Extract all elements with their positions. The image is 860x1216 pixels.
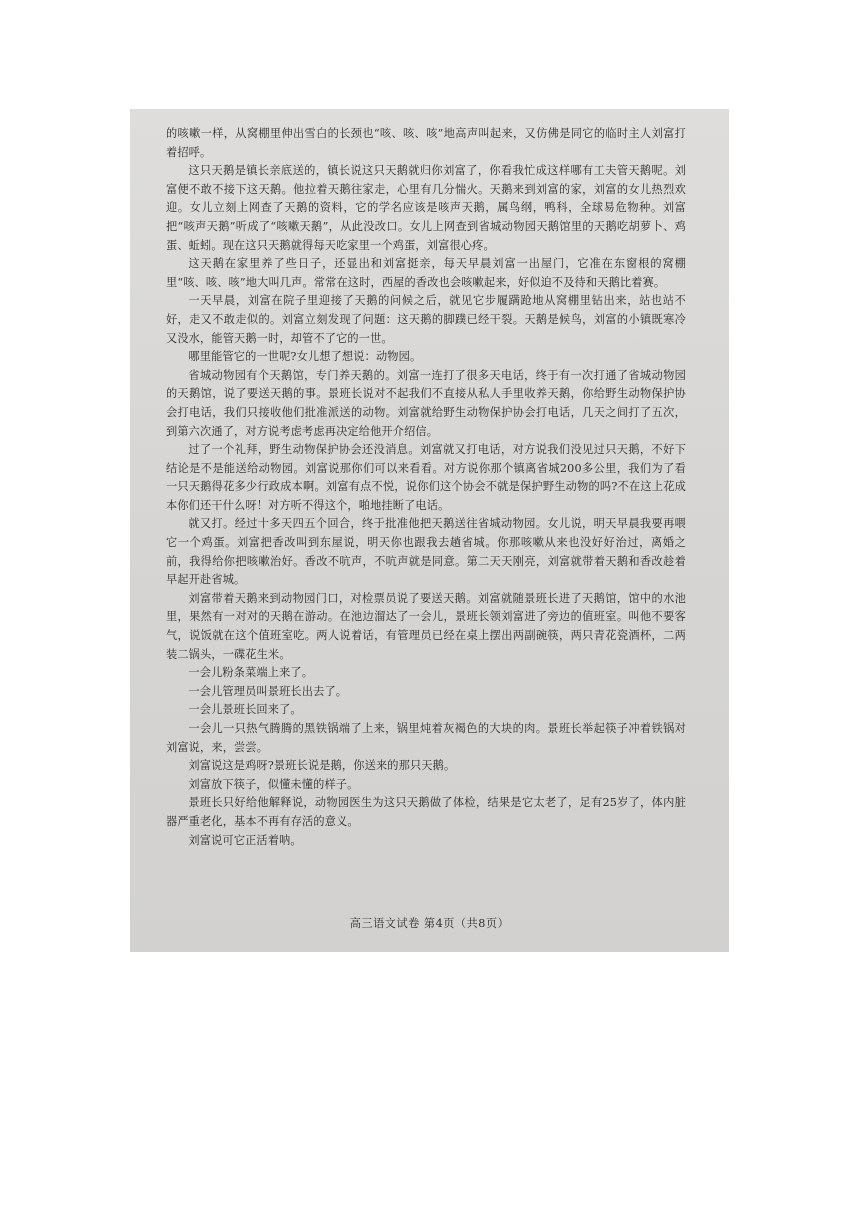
passage-paragraph: 景班长只好给他解释说，动物园医生为这只天鹅做了体检，结果是它太老了，足有25岁了，体内脏器严重老化，基本不再有存活的意义。 — [166, 796, 686, 828]
passage-paragraph: 一会儿粉条菜端上来了。 — [188, 666, 314, 680]
reading-passage — [166, 125, 686, 850]
passage-paragraph: 刘富说可它正活着呐。 — [188, 833, 302, 847]
passage-paragraph: 的咳嗽一样，从窝棚里伸出雪白的长颈也“咳、咳、咳”地高声叫起来，又仿佛是同它的临时主人刘富打着招呼。 — [166, 127, 686, 159]
passage-paragraph: 一天早晨，刘富在院子里迎接了天鹅的问候之后，就见它步履蹒跄地从窝棚里钻出来，站也站不好，走又不敢走似的。刘富立刻发现了问题：这天鹅的脚蹼已经干裂。天鹅是候鸟，刘富的小镇既寒冷又没水，能管天鹅一时，却管不了它的一世。 — [166, 294, 686, 345]
passage-paragraph: 一会儿一只热气腾腾的黑铁锅端了上来，锅里炖着灰褐色的大块的肉。景班长举起筷子冲着铁锅对刘富说，来，尝尝。 — [166, 722, 686, 754]
passage-paragraph: 这天鹅在家里养了些日子，还显出和刘富挺亲，每天早晨刘富一出屋门，它准在东窗根的窝棚里“咳、咳、咳”地大叫几声。常常在这时，西屋的香改也会咳嗽起来，好似迫不及待和天鹅比着赛。 — [166, 257, 686, 289]
passage-paragraph: 过了一个礼拜，野生动物保护协会还没消息。刘富就又打电话，对方说我们没见过只天鹅，不好下结论是不是能送给动物园。刘富说那你们可以来看看。对方说你那个镇离省城200多公里，我们为了看一只天鹅得花多少行政成本啊。刘富有点不悦，说你们这个协会不就是保护野生动物的吗?不在这上花成本你们还干什么呀！对方听不得这个，啪地挂断了电话。 — [166, 443, 686, 512]
passage-paragraph: 一会儿景班长回来了。 — [188, 703, 302, 717]
scanned-page — [130, 109, 729, 952]
passage-paragraph: 刘富说这是鸡呀?景班长说是鹅，你送来的那只天鹅。 — [188, 759, 456, 773]
passage-paragraph: 这只天鹅是镇长亲底送的，镇长说这只天鹅就归你刘富了，你看我忙成这样哪有工夫管天鹅呢。刘富便不敢不接下这天鹅。他拉着天鹅往家走，心里有几分惴火。天鹅来到刘富的家，刘富的女儿热烈欢迎。女儿立刻上网查了天鹅的资料，它的学名应该是咳声天鹅，属鸟纲，鸭科，全球易危物种。刘富把“咳声天鹅”听成了“咳嗽天鹅”，从此没改口。女儿上网查到省城动物园天鹅馆里的天鹅吃胡萝卜、鸡蛋、蚯蚓。现在这只天鹅就得每天吃家里一个鸡蛋，刘富很心疼。 — [166, 164, 686, 252]
passage-paragraph: 刘富放下筷子，似懂未懂的样子。 — [188, 777, 359, 791]
passage-paragraph: 刘富带着天鹅来到动物园门口，对检票员说了要送天鹅。刘富就随景班长进了天鹅馆，馆中的水池里，果然有一对对的天鹅在游动。在池边溜达了一会儿，景班长领刘富进了旁边的值班室。叫他不要客气，说饭就在这个值班室吃。两人说着话，有管理员已经在桌上摆出两副碗筷，两只青花瓷酒杯，二两装二锅头，一碟花生米。 — [166, 591, 686, 661]
page-footer: 高三语文试卷 第4页（共8页） — [349, 917, 510, 930]
passage-paragraph: 哪里能管它的一世呢?女儿想了想说：动物园。 — [188, 350, 422, 364]
passage-paragraph: 一会儿管理员叫景班长出去了。 — [188, 684, 348, 698]
passage-paragraph: 就又打。经过十多天四五个回合，终于批准他把天鹅送往省城动物园。女儿说，明天早晨我要再喂它一个鸡蛋。刘富把香改叫到东屋说，明天你也跟我去趟省城。你那咳嗽从来也没好好治过，离婚之前，我得给你把咳嗽治好。香改不吭声，不吭声就是同意。第二天天刚亮，刘富就带着天鹅和香改趁着早起开赴省城。 — [166, 517, 686, 587]
passage-paragraph: 省城动物园有个天鹅馆，专门养天鹅的。刘富一连打了很多天电话，终于有一次打通了省城动物园的天鹅馆，说了要送天鹅的事。景班长说对不起我们不直接从私人手里收养天鹅，你给野生动物保护协会打电话，我们只接收他们批准派送的动物。刘富就给野生动物保护协会打电话，几天之间打了五次，到第六次通了，对方说考虑考虑再决定给他开介绍信。 — [166, 368, 686, 438]
